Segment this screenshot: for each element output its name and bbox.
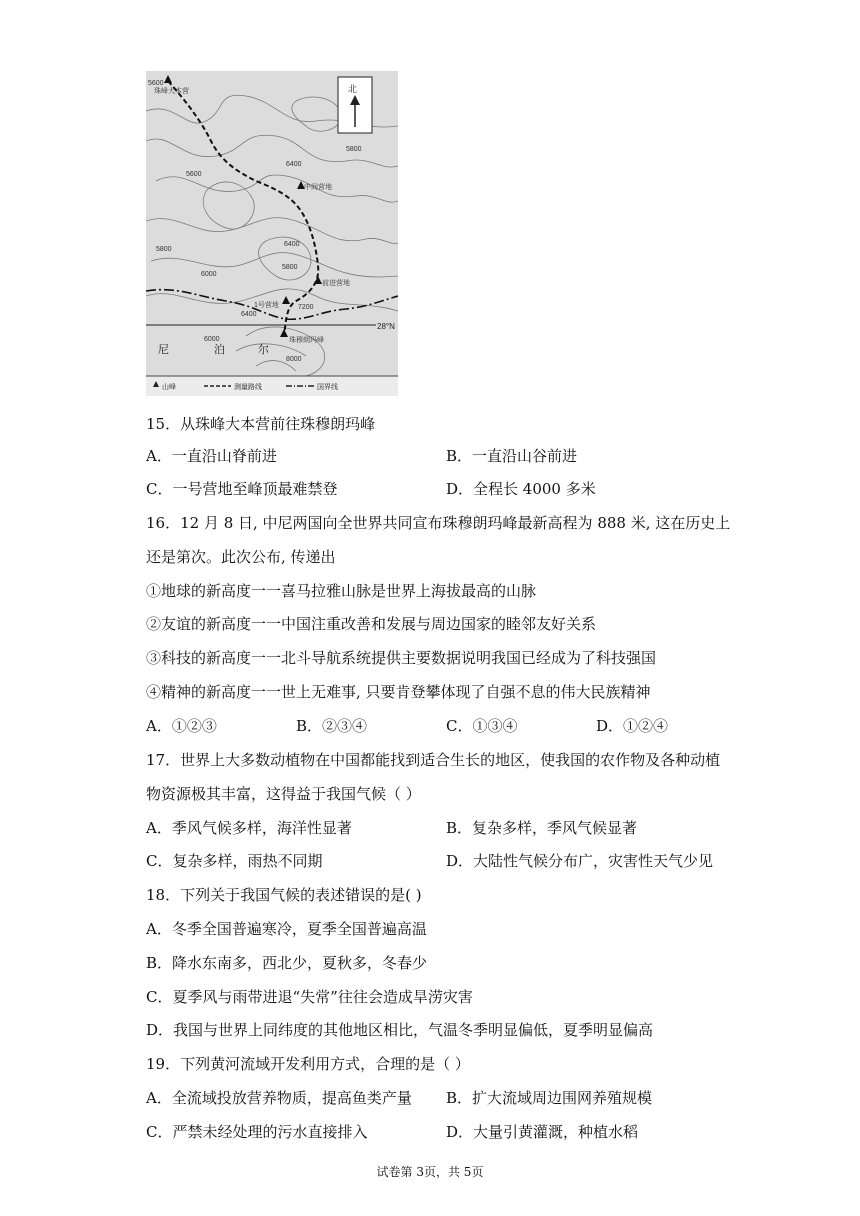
north-label: 北	[348, 85, 358, 95]
q16-statement-4: ④精神的新高度一一世上无难事, 只要肯登攀体现了自强不息的伟大民族精神	[146, 683, 651, 701]
contour-label: 7200	[298, 304, 314, 311]
q18-option-c[interactable]: C．夏季风与雨带进退“失常”往往会造成旱涝灾害	[146, 988, 473, 1006]
q15-option-b[interactable]: B．一直沿山谷前进	[446, 447, 578, 465]
q15-option-a[interactable]: A．一直沿山脊前进	[146, 447, 277, 465]
q17-option-c[interactable]: C．复杂多样，雨热不同期	[146, 852, 323, 870]
q18-option-b[interactable]: B．降水东南多，西北少，夏秋多，冬春少	[146, 954, 428, 972]
topographic-map	[146, 71, 398, 396]
q19-option-a[interactable]: A．全流域投放营养物质，提高鱼类产量	[146, 1089, 412, 1107]
contour-label: 5800	[156, 246, 172, 253]
q16-option-c[interactable]: C．①③④	[446, 717, 518, 735]
middle-camp-label: 中间营地	[304, 184, 332, 191]
legend-border-label: 国界线	[317, 384, 338, 391]
question-19-stem: 19．下列黄河流域开发利用方式，合理的是（ ）	[146, 1055, 470, 1073]
advance-camp-label: 前进营地	[322, 280, 350, 287]
question-15-stem: 15．从珠峰大本营前往珠穆朗玛峰	[146, 415, 376, 433]
contour-label: 5800	[282, 264, 298, 271]
q16-statement-3: ③科技的新高度一一北斗导航系统提供主要数据说明我国已经成为了科技强国	[146, 649, 657, 667]
question-16-stem-line-1: 16．12 月 8 日, 中尼两国向全世界共同宣布珠穆朗玛峰最新高程为 888 米, 这在历史上	[146, 514, 731, 532]
q19-option-c[interactable]: C．严禁未经处理的污水直接排入	[146, 1123, 368, 1141]
legend-route-label: 测量路线	[234, 384, 262, 391]
contour-label: 8000	[286, 356, 302, 363]
nepal-label-3: 尔	[258, 343, 269, 356]
page-footer: 试卷第 3页，共 5页	[376, 1165, 484, 1179]
nepal-label-1: 尼	[158, 343, 169, 356]
q18-option-a[interactable]: A．冬季全国普遍寒冷，夏季全国普遍高温	[146, 920, 427, 938]
q16-statement-1: ①地球的新高度一一喜马拉雅山脉是世界上海拔最高的山脉	[146, 582, 537, 600]
base-camp-label: 珠峰大本营	[154, 88, 189, 95]
q17-option-d[interactable]: D．大陆性气候分布广，灾害性天气少见	[446, 852, 714, 870]
contour-label: 6400	[286, 161, 302, 168]
nepal-label-2: 泊	[214, 343, 225, 356]
camp-1-label: 1号营地	[254, 302, 279, 309]
contour-label: 5600	[186, 171, 202, 178]
latitude-label: 28°N	[377, 322, 395, 331]
contour-label: 6400	[241, 311, 257, 318]
contour-label: 5600	[148, 80, 164, 87]
question-17-stem-line-1: 17．世界上大多数动植物在中国都能找到适合生长的地区，使我国的农作物及各种动植	[146, 751, 721, 769]
contour-label: 5800	[346, 146, 362, 153]
question-16-stem-line-2: 还是第次。此次公布, 传递出	[146, 548, 336, 566]
q16-option-d[interactable]: D．①②④	[596, 717, 669, 735]
q16-option-b[interactable]: B．②③④	[296, 717, 368, 735]
peak-label: 珠穆朗玛峰	[289, 337, 324, 344]
question-17-stem-line-2: 物资源极其丰富，这得益于我国气候（ ）	[146, 785, 421, 803]
contour-label: 6000	[204, 336, 220, 343]
q19-option-d[interactable]: D．大量引黄灌溉，种植水稻	[446, 1123, 639, 1141]
q19-option-b[interactable]: B．扩大流域周边围网养殖规模	[446, 1089, 653, 1107]
q17-option-b[interactable]: B．复杂多样，季风气候显著	[446, 819, 638, 837]
contour-label: 6000	[201, 271, 217, 278]
contour-label: 6400	[284, 241, 300, 248]
q18-option-d[interactable]: D．我国与世界上同纬度的其他地区相比，气温冬季明显偏低，夏季明显偏高	[146, 1021, 654, 1039]
legend-peak-label: 山峰	[162, 384, 176, 391]
q16-statement-2: ②友谊的新高度一一中国注重改善和发展与周边国家的睦邻友好关系	[146, 615, 597, 633]
q16-option-a[interactable]: A．①②③	[146, 717, 217, 735]
map-graphic	[146, 71, 398, 396]
q17-option-a[interactable]: A．季风气候多样，海洋性显著	[146, 819, 352, 837]
q15-option-d[interactable]: D．全程长 4000 多米	[446, 480, 596, 498]
q15-option-c[interactable]: C．一号营地至峰顶最难禁登	[146, 480, 338, 498]
question-18-stem: 18．下列关于我国气候的表述错误的是( )	[146, 886, 422, 904]
